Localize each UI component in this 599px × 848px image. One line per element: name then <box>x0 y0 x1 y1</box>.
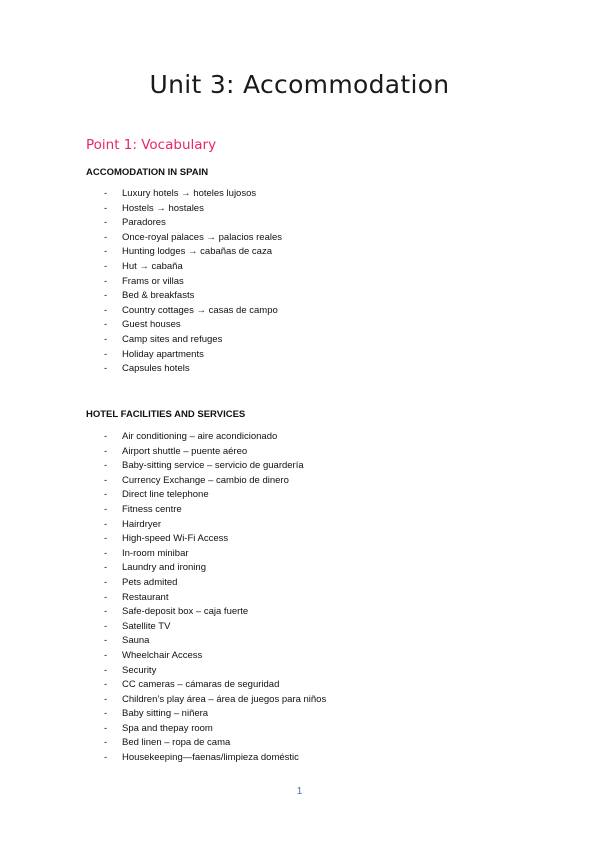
bullet-dash: - <box>104 635 108 647</box>
list-item-text: Camp sites and refuges <box>122 333 223 345</box>
bullet-dash: - <box>104 460 108 472</box>
bullet-dash: - <box>104 348 108 360</box>
bullet-dash: - <box>104 693 108 705</box>
bullet-dash: - <box>104 188 108 199</box>
list-item-text: Luxury hotels → hoteles lujosos <box>122 188 257 199</box>
list-item-text: High-speed Wi-Fi Access <box>122 533 229 545</box>
bullet-dash: - <box>104 533 108 545</box>
list-item-text: Housekeeping—faenas/limpieza doméstic <box>122 752 299 764</box>
list-item-text: Spa and thepay room <box>122 722 213 734</box>
list-item-text: In-room minibar <box>122 547 189 559</box>
list-item-text: Hut → cabaña <box>122 260 183 272</box>
list-item-text: Laundry and ironing <box>122 562 206 574</box>
bullet-dash: - <box>104 333 108 345</box>
bullet-dash: - <box>104 431 108 442</box>
bullet-dash: - <box>104 217 108 229</box>
bullet-dash: - <box>104 489 108 501</box>
bullet-dash: - <box>104 518 108 530</box>
list-item-text: Safe-deposit box – caja fuerte <box>122 606 249 618</box>
bullet-dash: - <box>104 231 108 243</box>
list-item-text: Children’s play área – área de juegos para niños <box>122 693 327 705</box>
list-item-text: Guest houses <box>122 319 181 331</box>
point-heading: Point 1: Vocabulary <box>86 137 217 153</box>
list-item-text: Satellite TV <box>122 620 171 632</box>
bullet-dash: - <box>104 649 108 661</box>
list-item-text: Direct line telephone <box>122 489 209 501</box>
list-item-text: Bed & breakfasts <box>122 290 195 302</box>
bullet-dash: - <box>104 319 108 331</box>
bullet-dash: - <box>104 445 108 457</box>
list-item-text: Fitness centre <box>122 503 182 515</box>
list-item-text: CC cameras – cámaras de seguridad <box>122 679 280 691</box>
list-item-text: Capsules hotels <box>122 363 190 375</box>
bullet-dash: - <box>104 752 108 764</box>
bullet-dash: - <box>104 620 108 632</box>
bullet-dash: - <box>104 722 108 734</box>
list-item-text: Holiday apartments <box>122 348 204 360</box>
section-heading-facilities: HOTEL FACILITIES AND SERVICES <box>86 409 246 420</box>
bullet-dash: - <box>104 260 108 272</box>
bullet-dash: - <box>104 708 108 720</box>
list-item-text: Currency Exchange – cambio de dinero <box>122 474 289 486</box>
list-item-text: Sauna <box>122 635 150 647</box>
list-item-text: Hostels → hostales <box>122 202 204 214</box>
bullet-dash: - <box>104 679 108 691</box>
list-item-text: Bed linen – ropa de cama <box>122 737 231 749</box>
page-number: 1 <box>296 786 303 797</box>
list-item-text: Restaurant <box>122 591 169 603</box>
list-item-text: Frams or villas <box>122 275 184 287</box>
bullet-dash: - <box>104 591 108 603</box>
list-item-text: Pets admited <box>122 576 178 588</box>
list-item-text: Baby-sitting service – servicio de guardería <box>122 460 304 472</box>
list-item-text: Air conditioning – aire acondicionado <box>122 431 278 442</box>
bullet-dash: - <box>104 562 108 574</box>
bullet-dash: - <box>104 664 108 676</box>
bullet-dash: - <box>104 547 108 559</box>
list-item-text: Airport shuttle – puente aéreo <box>122 445 248 457</box>
page-title: Unit 3: Accommodation <box>149 70 450 99</box>
bullet-dash: - <box>104 202 108 214</box>
bullet-dash: - <box>104 737 108 749</box>
list-item-text: Hunting lodges → cabañas de caza <box>122 246 272 258</box>
list-item-text: Once-royal palaces → palacios reales <box>122 231 282 243</box>
bullet-dash: - <box>104 503 108 515</box>
section-heading-accommodation: ACCOMODATION IN SPAIN <box>86 167 209 178</box>
list-item-text: Baby sitting – niñera <box>122 708 209 720</box>
bullet-dash: - <box>104 606 108 618</box>
bullet-dash: - <box>104 304 108 316</box>
list-item-text: Paradores <box>122 217 166 229</box>
bullet-dash: - <box>104 290 108 302</box>
bullet-dash: - <box>104 275 108 287</box>
list-item-text: Country cottages → casas de campo <box>122 304 278 316</box>
list-item-text: Security <box>122 664 157 676</box>
bullet-dash: - <box>104 363 108 375</box>
bullet-dash: - <box>104 246 108 258</box>
bullet-dash: - <box>104 576 108 588</box>
list-item-text: Wheelchair Access <box>122 649 203 661</box>
bullet-dash: - <box>104 474 108 486</box>
list-item-text: Hairdryer <box>122 518 162 530</box>
